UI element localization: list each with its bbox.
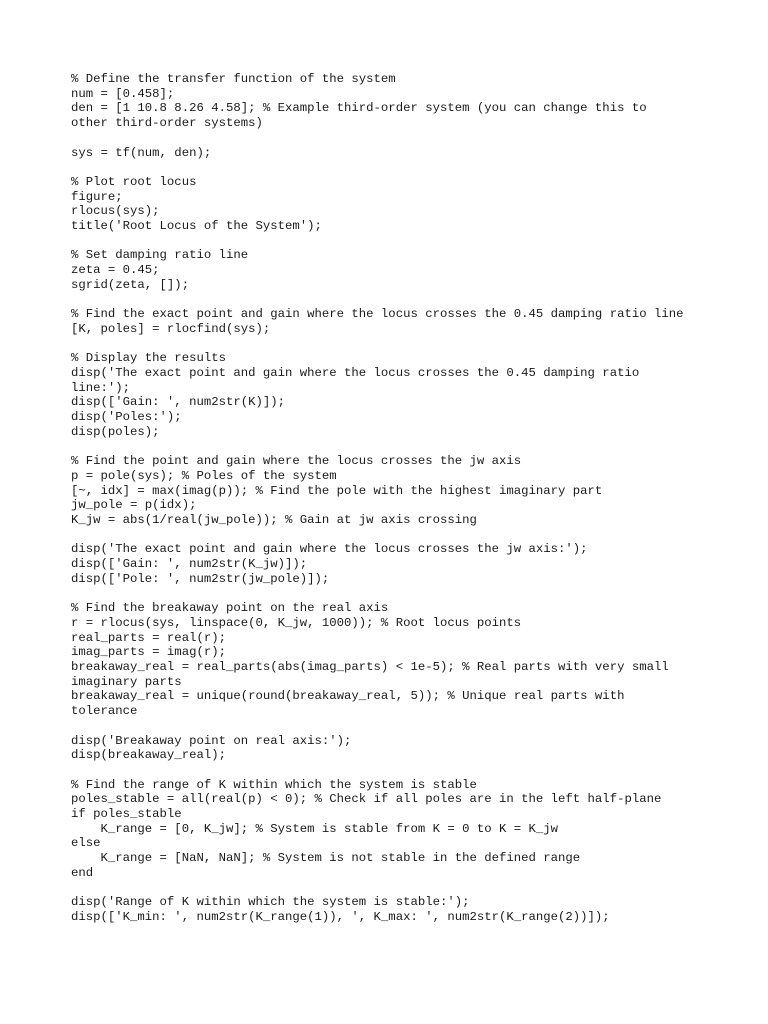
- code-line: disp('Poles:');: [71, 410, 182, 425]
- blank-line: [71, 160, 761, 175]
- blank-line: [71, 528, 761, 543]
- code-line: [~, idx] = max(imag(p)); % Find the pole with the highest imaginary part: [71, 483, 603, 498]
- code-line: [K, poles] = rlocfind(sys);: [71, 321, 271, 336]
- code-line: imag_parts = imag(r);: [71, 645, 226, 660]
- code-line: breakaway_real = real_parts(abs(imag_parts) < 1e-5); % Real parts with very small: [71, 660, 669, 674]
- code-line: breakaway_real = unique(round(breakaway_real, 5)); % Unique real parts with: [71, 689, 625, 704]
- code-line: K_range = [NaN, NaN]; % System is not stable in the defined range: [71, 851, 581, 866]
- blank-line: [71, 763, 761, 778]
- code-line: disp('Range of K within which the system is stable:');: [71, 895, 470, 910]
- code-line: title('Root Locus of the System');: [71, 219, 322, 233]
- code-line: disp('The exact point and gain where the locus crosses the jw axis:');: [71, 542, 588, 557]
- blank-line: [71, 293, 761, 308]
- code-line: % Set damping ratio line: [71, 248, 249, 263]
- code-line: figure;: [71, 189, 123, 204]
- blank-line: [71, 719, 761, 734]
- code-line: K_range = [0, K_jw]; % System is stable from K = 0 to K = K_jw: [71, 821, 559, 836]
- code-line: sys = tf(num, den);: [71, 145, 212, 160]
- code-line: p = pole(sys); % Poles of the system: [71, 468, 337, 483]
- code-line: % Find the range of K within which the system is stable: [71, 777, 477, 792]
- code-line: % Find the exact point and gain where the locus crosses the 0.45 damping ratio line: [71, 307, 684, 322]
- code-line: disp(['K_min: ', num2str(K_range(1)), ', K_max: ', num2str(K_range(2))]);: [71, 909, 610, 924]
- code-line: den = [1 10.8 8.26 4.58]; % Example third-order system (you can change this to: [71, 101, 647, 116]
- code-line: % Find the breakaway point on the real axis: [71, 601, 389, 616]
- blank-line: [71, 881, 761, 896]
- code-line: disp('Breakaway point on real axis:');: [71, 733, 352, 748]
- blank-line: [71, 337, 761, 352]
- blank-line: [71, 440, 761, 455]
- code-line: disp(['Gain: ', num2str(K_jw)]);: [71, 557, 308, 572]
- code-line: disp('The exact point and gain where the locus crosses the 0.45 damping ratio: [71, 365, 640, 380]
- code-line: num = [0.458];: [71, 86, 175, 101]
- code-line: % Plot root locus: [71, 174, 197, 189]
- code-line: disp(breakaway_real);: [71, 748, 226, 763]
- code-line: disp(['Pole: ', num2str(jw_pole)]);: [71, 571, 330, 586]
- code-line: rlocus(sys);: [71, 204, 160, 219]
- code-line: other third-order systems): [71, 116, 263, 131]
- code-line: disp(poles);: [71, 424, 160, 439]
- code-line: disp(['Gain: ', num2str(K)]);: [71, 395, 286, 410]
- code-line: zeta = 0.45;: [71, 263, 160, 278]
- code-line: % Find the point and gain where the locus crosses the jw axis: [71, 454, 522, 469]
- code-line: end: [71, 865, 94, 880]
- blank-line: [71, 587, 761, 602]
- code-line: % Define the transfer function of the system: [71, 72, 396, 86]
- code-line: K_jw = abs(1/real(jw_pole)); % Gain at jw axis crossing: [71, 513, 477, 527]
- code-line: jw_pole = p(idx);: [71, 498, 197, 513]
- code-line: else: [71, 836, 101, 851]
- matlab-code-block: [71, 72, 761, 925]
- code-line: poles_stable = all(real(p) < 0); % Check if all poles are in the left half-plane: [71, 792, 662, 807]
- code-line: imaginary parts: [71, 674, 182, 689]
- code-line: % Display the results: [71, 351, 226, 366]
- code-line: r = rlocus(sys, linspace(0, K_jw, 1000)); % Root locus points: [71, 615, 522, 630]
- code-line: line:');: [71, 380, 131, 395]
- code-line: tolerance: [71, 704, 138, 719]
- code-line: if poles_stable: [71, 807, 182, 821]
- code-line: real_parts = real(r);: [71, 630, 226, 645]
- blank-line: [71, 131, 761, 146]
- code-line: sgrid(zeta, []);: [71, 277, 190, 292]
- blank-line: [71, 234, 761, 249]
